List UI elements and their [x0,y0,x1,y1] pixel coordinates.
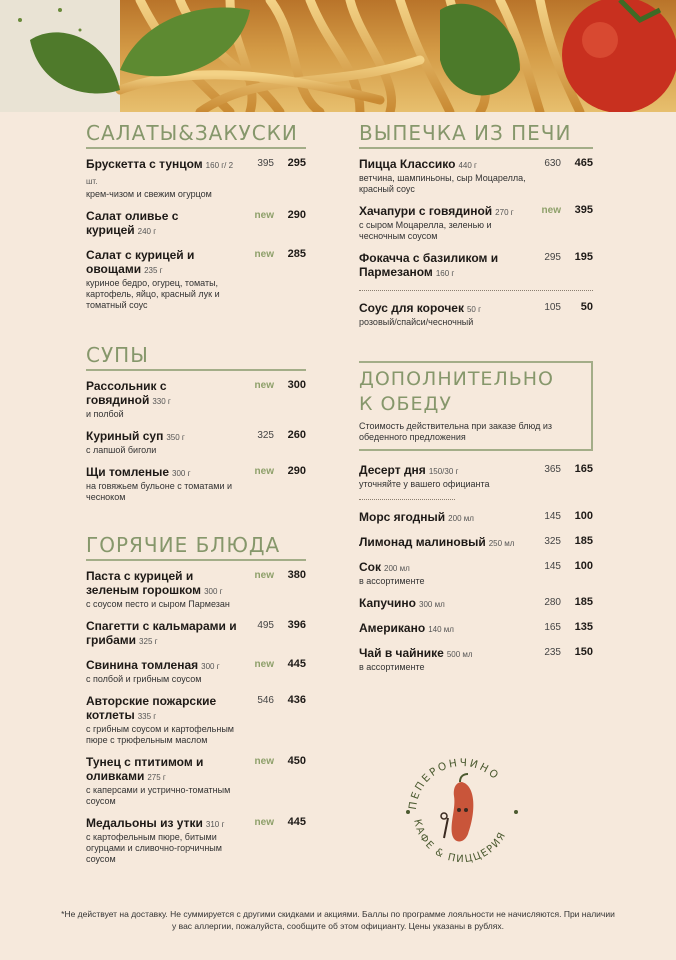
item-name: Салат оливье с курицей [86,209,179,237]
item-name: Спагетти с кальмарами и грибами [86,619,237,647]
item-description: и полбой [86,409,124,419]
item-name: Чай в чайнике [359,646,444,660]
item-name-line [86,429,242,445]
old-price: 295 [544,252,561,263]
menu-item [359,251,593,281]
item-name: Пицца Классико [359,157,456,171]
item-name: Хачапури с говядиной [359,204,493,218]
menu-item [86,209,306,239]
new-badge: new [254,210,274,221]
menu-item [86,248,306,311]
item-name: Соус для корочек [359,301,464,315]
new-badge: new [254,817,274,828]
section-title: ВЫПЕЧКА ИЗ ПЕЧИ [359,122,593,149]
item-price: 295 [287,157,306,169]
new-badge: new [254,380,274,391]
item-name-line [359,621,529,637]
menu-item [86,379,306,420]
menu-items [86,379,306,503]
extra-title-box [359,361,593,451]
item-name-line [359,157,529,173]
old-price: 365 [544,464,561,475]
hero-food-image [0,0,676,112]
item-name: Десерт дня [359,463,426,477]
menu-item [86,658,306,685]
item-price: 395 [574,204,593,216]
item-weight: 500 мл [446,650,473,659]
item-name: Куриный суп [86,429,164,443]
old-price: 546 [257,695,274,706]
item-weight: 200 мл [384,564,410,573]
item-price: 396 [287,619,306,631]
item-name-line [86,755,242,785]
item-weight: 235 г [144,266,163,275]
item-description: куриное бедро, огурец, томаты, картофель, яйцо, красный лук и томатный соус [86,278,220,310]
menu-item [359,510,593,526]
dotted-divider [359,499,455,500]
section-salads [86,122,306,311]
item-name: Авторские пожарские котлеты [86,694,217,722]
item-price: 185 [574,535,593,547]
new-badge: new [541,205,561,216]
old-price: 235 [544,647,561,658]
item-name-line [86,465,242,481]
item-weight: 275 г [147,773,166,782]
item-weight: 240 г [137,227,157,236]
pepper-mascot-icon [441,774,473,842]
item-weight: 50 г [466,305,482,314]
menu-items [86,569,306,865]
item-name: Морс ягодный [359,510,446,524]
section-extra [359,361,593,673]
item-price: 450 [287,755,306,767]
item-description: в ассортименте [359,662,425,672]
item-weight: 200 мл [448,514,474,523]
item-description: ветчина, шампиньоны, сыр Моцарелла, красный соус [359,173,526,194]
new-badge: new [254,756,274,767]
menu-items [359,510,593,673]
item-name: Тунец с птитимом и оливками [86,755,204,783]
item-weight: 140 мл [428,625,454,634]
item-description: с сыром Моцарелла, зеленью и чесночным соусом [359,220,492,241]
section-title: САЛАТЫ&ЗАКУСКИ [86,122,306,149]
section-soups [86,344,306,503]
new-badge: new [254,249,274,260]
right-column [359,122,593,682]
item-name: Рассольник с говядиной [86,379,167,407]
item-name: Щи томленые [86,465,170,479]
menu-item [359,560,593,587]
item-name-line [359,510,529,526]
new-badge: new [254,570,274,581]
item-description: с грибным соусом и картофельным пюре с трюфельным маслом [86,724,234,745]
item-weight: 300 г [201,662,220,671]
item-name-line [86,658,242,674]
menu-item [359,204,593,242]
menu-items [359,463,593,490]
item-price: 50 [580,301,593,313]
old-price: 630 [544,158,561,169]
item-price: 135 [574,621,593,633]
new-badge: new [254,659,274,670]
item-name-line [359,301,529,317]
item-price: 290 [287,465,306,477]
menu-item [359,463,593,490]
menu-item [359,535,593,551]
item-weight: 160 г [435,269,455,278]
item-price: 260 [287,429,306,441]
item-name-line [86,209,242,239]
item-price: 300 [287,379,306,391]
item-weight: 300 мл [419,600,445,609]
old-price: 280 [544,597,561,608]
old-price: 325 [544,536,561,547]
section-hot-dishes [86,534,306,865]
item-description: уточняйте у вашего официанта [359,479,490,489]
item-price: 185 [574,596,593,608]
menu-item [359,596,593,612]
item-name: Капучино [359,596,416,610]
menu-item [86,694,306,746]
logo-bottom-text: КАФЕ & ПИЦЦЕРИЯ [411,818,509,866]
menu-items [359,157,593,281]
item-name-line [86,694,242,724]
item-weight: 335 г [137,712,157,721]
item-description: с соусом песто и сыром Пармезан [86,599,230,609]
item-name-line [86,569,242,599]
item-price: 465 [574,157,593,169]
logo-stamp [402,752,522,872]
item-name-line [359,251,529,281]
item-weight: 300 г [172,469,191,478]
item-weight: 325 г [139,637,158,646]
item-price: 290 [287,209,306,221]
menu-item [86,816,306,865]
item-name: Салат с курицей и овощами [86,248,195,276]
item-name-line [86,619,242,649]
extra-title-line1: ДОПОЛНИТЕЛЬНО [359,368,555,390]
old-price: 105 [544,302,561,313]
item-name-line [86,248,242,278]
item-weight: 160 г/ 2 шт. [86,161,234,186]
item-name-line [86,816,242,832]
logo-top-text: ПЕПЕРОНЧИНО [406,756,502,811]
item-description: с каперсами и устрично-томатным соусом [86,785,231,806]
item-name: Медальоны из утки [86,816,203,830]
old-price: 495 [257,620,274,631]
left-column [86,122,306,874]
menu-item [359,646,593,673]
item-price: 100 [574,560,593,572]
item-name-line [359,596,529,612]
old-price: 145 [544,511,561,522]
item-weight: 250 мл [488,539,515,548]
extra-note: Стоимость действительна при заказе блюд из обеденного предложения [359,421,552,442]
item-name: Паста с курицей и зеленым горошком [86,569,202,597]
menu-item [359,157,593,195]
menu-items [359,301,593,328]
menu-item [86,619,306,649]
old-price: 395 [257,158,274,169]
menu-item [86,465,306,503]
item-price: 445 [287,816,306,828]
menu-item [359,301,593,328]
item-name-line [359,560,529,576]
item-weight: 330 г [152,397,171,406]
item-description: в ассортименте [359,576,425,586]
menu-item [359,621,593,637]
item-price: 165 [574,463,593,475]
item-weight: 150/30 г [428,467,459,476]
section-bakery [359,122,593,328]
item-name: Брускетта с тунцом [86,157,203,171]
item-price: 195 [574,251,593,263]
item-name: Фокачча с базиликом и Пармезаном [359,251,499,279]
old-price: 325 [257,430,274,441]
item-price: 150 [574,646,593,658]
item-name-line [86,379,242,409]
menu-item [86,755,306,807]
item-description: розовый/спайси/чесночный [359,317,474,327]
section-title: ГОРЯЧИЕ БЛЮДА [86,534,306,561]
item-description: крем-чизом и свежим огурцом [86,189,212,199]
item-weight: 300 г [204,587,223,596]
item-name-line [359,535,529,551]
old-price: 165 [544,622,561,633]
item-name-line [359,463,529,479]
item-name-line [86,157,242,189]
item-price: 445 [287,658,306,670]
item-description: с полбой и грибным соусом [86,674,202,684]
item-name: Сок [359,560,382,574]
item-weight: 440 г [458,161,477,170]
item-price: 100 [574,510,593,522]
item-name-line [359,646,529,662]
item-description: с картофельным пюре, битыми огурцами и сливочно-горчичным соусом [86,832,222,864]
item-weight: 310 г [205,820,225,829]
item-description: с лапшой биголи [86,445,157,455]
section-title: СУПЫ [86,344,306,371]
dotted-divider [359,290,593,291]
item-name: Свинина томленая [86,658,199,672]
item-price: 380 [287,569,306,581]
footer-disclaimer: *Не действует на доставку. Не суммируется с другими скидками и акциями. Баллы по программе лояльности не начисляются. При наличии у вас аллергии, пожалуйста, сообщите об этом официанту. Цены указаны в рублях. [61,909,615,931]
item-price: 436 [287,694,306,706]
menu-item [86,429,306,456]
item-name: Американо [359,621,426,635]
item-weight: 350 г [166,433,185,442]
menu-item [86,569,306,610]
item-weight: 270 г [495,208,514,217]
menu-item [86,157,306,200]
item-price: 285 [287,248,306,260]
old-price: 145 [544,561,561,572]
item-description: на говяжьем бульоне с томатами и чесноком [86,481,232,502]
menu-items [86,157,306,311]
item-name-line [359,204,529,220]
item-name: Лимонад малиновый [359,535,486,549]
extra-title-line2: К ОБЕДУ [359,393,452,415]
new-badge: new [254,466,274,477]
